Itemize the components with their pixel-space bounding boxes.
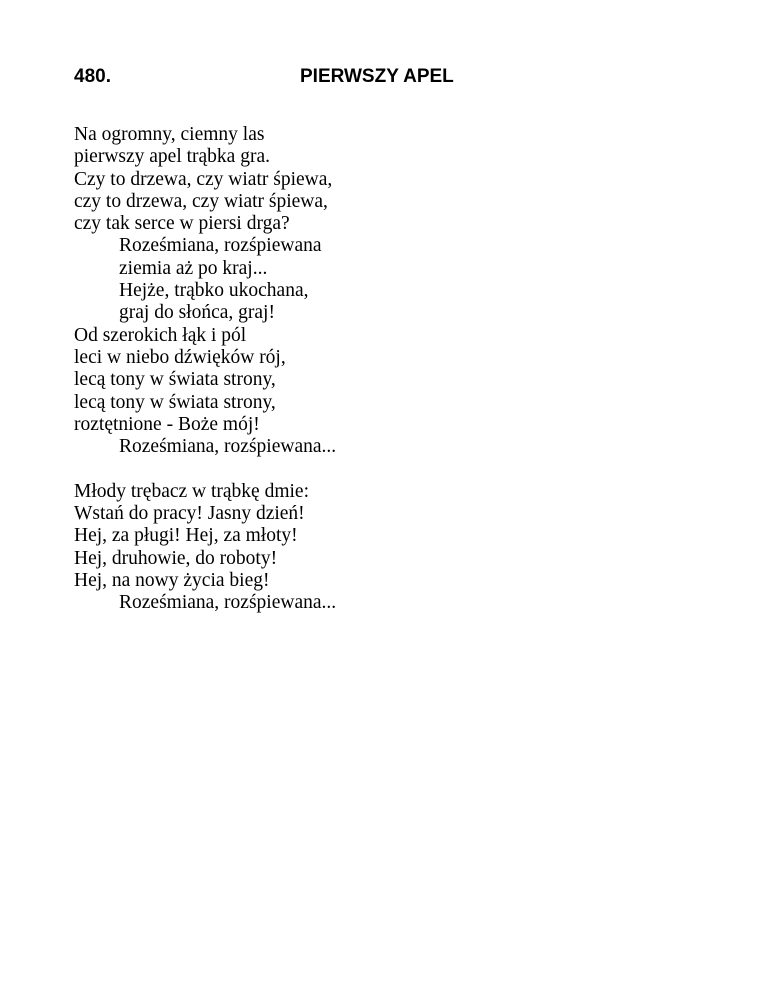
verse-line: leci w niebo dźwięków rój, <box>74 346 286 368</box>
stanza <box>74 481 674 615</box>
verse-line: Od szerokich łąk i pól <box>74 324 247 346</box>
song-number: 480. <box>74 66 111 87</box>
verse-line: Czy to drzewa, czy wiatr śpiewa, <box>74 168 333 190</box>
verse-line: Hej, druhowie, do roboty! <box>74 547 278 569</box>
verse-line: czy tak serce w piersi drga? <box>74 213 290 235</box>
verse-line: lecą tony w świata strony, <box>74 369 276 391</box>
verse-line: Młody trębacz w trąbkę dmie: <box>74 480 309 502</box>
verse-line: Na ogromny, ciemny las <box>74 124 265 145</box>
verse-line: Hej, za pługi! Hej, za młoty! <box>74 525 298 547</box>
lyrics <box>74 124 674 615</box>
refrain-line: Roześmiana, rozśpiewana... <box>119 436 337 458</box>
refrain-line: ziemia aż po kraj... <box>119 257 268 279</box>
verse-line: Wstań do pracy! Jasny dzień! <box>74 503 305 525</box>
verse-line: pierwszy apel trąbka gra. <box>74 146 270 168</box>
refrain-line: graj do słońca, graj! <box>119 302 275 324</box>
refrain-line: Hejże, trąbko ukochana, <box>119 280 309 302</box>
verse-line: roztętnione - Boże mój! <box>74 413 260 435</box>
refrain-line: Roześmiana, rozśpiewana... <box>119 592 337 614</box>
stanza <box>74 124 674 458</box>
verse-line: lecą tony w świata strony, <box>74 391 276 413</box>
verse-line: Hej, na nowy życia bieg! <box>74 569 270 591</box>
refrain-line: Roześmiana, rozśpiewana <box>119 235 322 257</box>
song-title: PIERWSZY APEL <box>300 66 454 87</box>
verse-line: czy to drzewa, czy wiatr śpiewa, <box>74 190 328 212</box>
